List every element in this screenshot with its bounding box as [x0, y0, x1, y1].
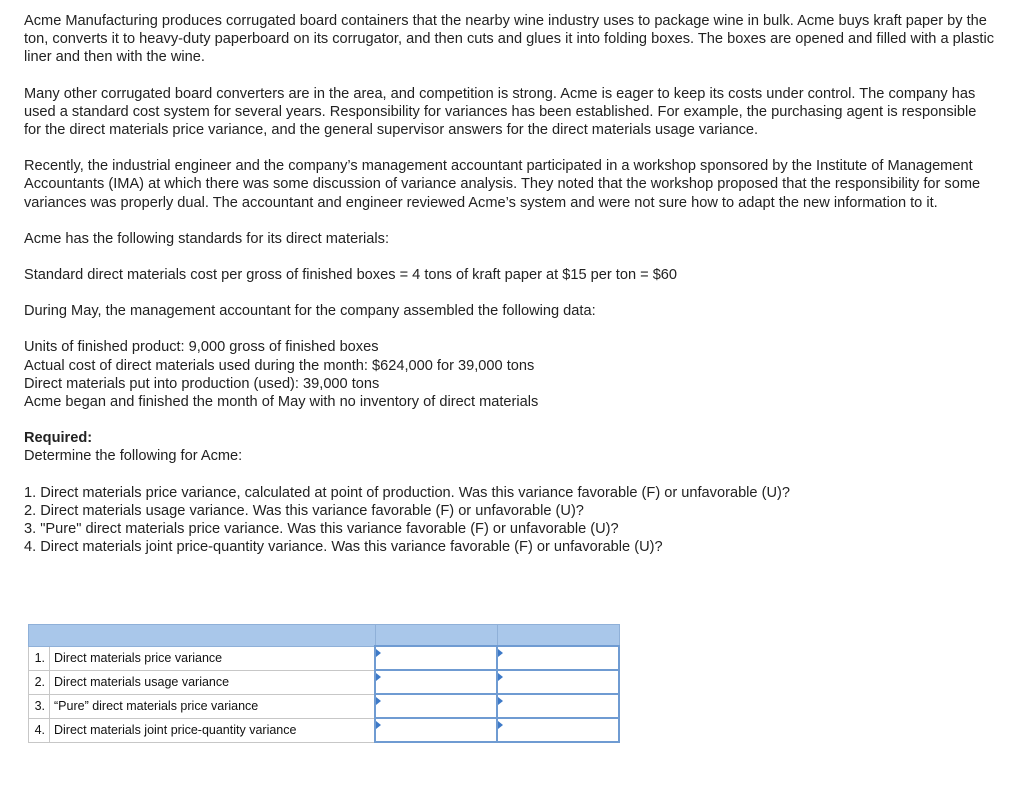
row-number: 2. — [29, 670, 50, 694]
paragraph-intro: Acme Manufacturing produces corrugated board containers that the nearby wine industry uses to package wine in bulk. Acme buys kraft paper by the ton, converts it to heavy-duty paperboard on its corrugator, and then cuts and glues it into folding boxes. The boxes are opened and filled with a plastic liner and then with the wine. — [24, 13, 995, 66]
fu-select-cell[interactable] — [497, 670, 619, 694]
dropdown-marker-icon — [376, 721, 381, 729]
amount-input-cell[interactable] — [375, 718, 497, 742]
row-number: 3. — [29, 694, 50, 718]
paragraph-competition: Many other corrugated board converters are in the area, and competition is strong. Acme is eager to keep its costs under control. The company has used a standard cost system for several years. Responsibility for variances has been established. For example, the purchasing agent is responsible for the direct materials price variance, and the general supervisor answers for the direct materials usage variance. — [24, 85, 977, 139]
answer-table-header — [29, 625, 620, 647]
dropdown-marker-icon — [376, 697, 381, 705]
required-heading: Required: — [24, 430, 93, 447]
paragraph-standard-cost: Standard direct materials cost per gross of finished boxes = 4 tons of kraft paper at $15 per ton = $60 — [24, 267, 678, 284]
required-item: 1. Direct materials price variance, calculated at point of production. Was this variance favorable (F) or unfavorable (U)? — [24, 484, 790, 501]
required-item: 4. Direct materials joint price-quantity variance. Was this variance favorable (F) or unfavorable (U)? — [24, 539, 663, 556]
table-row — [29, 718, 620, 742]
required-item: 3. "Pure" direct materials price variance. Was this variance favorable (F) or unfavorable (U)? — [24, 521, 619, 538]
dropdown-marker-icon — [498, 697, 503, 705]
dropdown-marker-icon — [376, 673, 381, 681]
data-line: Direct materials put into production (used): 39,000 tons — [24, 375, 380, 392]
amount-input-cell[interactable] — [375, 670, 497, 694]
table-row — [29, 694, 620, 718]
amount-input-cell[interactable] — [375, 694, 497, 718]
header-cell — [497, 625, 619, 647]
paragraph-data-intro: During May, the management accountant for the company assembled the following data: — [24, 303, 596, 320]
data-line: Units of finished product: 9,000 gross of finished boxes — [24, 339, 379, 356]
row-label: Direct materials joint price-quantity variance — [50, 718, 376, 742]
data-line: Acme began and finished the month of May with no inventory of direct materials — [24, 394, 539, 411]
amount-input[interactable] — [380, 672, 492, 692]
row-label: Direct materials usage variance — [50, 670, 376, 694]
fu-select[interactable] — [502, 720, 614, 740]
fu-select[interactable] — [502, 672, 614, 692]
row-number: 4. — [29, 718, 50, 742]
data-list — [24, 338, 994, 411]
amount-input[interactable] — [380, 720, 492, 740]
row-label: “Pure” direct materials price variance — [50, 694, 376, 718]
paragraph-workshop: Recently, the industrial engineer and the company’s management accountant participated in a workshop sponsored by the Institute of Management Accountants (IMA) at which there was some discussion of variance analysis. They noted that the workshop proposed that the responsibility for some variances was properly dual. The accountant and engineer reviewed Acme’s system and were not sure how to adapt the new information to it. — [24, 158, 981, 211]
table-row — [29, 646, 620, 670]
answer-table — [28, 624, 620, 743]
problem-text — [24, 12, 994, 556]
required-intro: Determine the following for Acme: — [24, 448, 243, 465]
row-number: 1. — [29, 646, 50, 670]
header-cell — [29, 625, 376, 647]
paragraph-standards-intro: Acme has the following standards for its direct materials: — [24, 230, 390, 247]
fu-select-cell[interactable] — [497, 694, 619, 718]
required-item: 2. Direct materials usage variance. Was this variance favorable (F) or unfavorable (U)? — [24, 502, 584, 519]
row-label: Direct materials price variance — [50, 646, 376, 670]
fu-select[interactable] — [502, 648, 614, 668]
amount-input[interactable] — [380, 648, 492, 668]
dropdown-marker-icon — [498, 673, 503, 681]
dropdown-marker-icon — [498, 649, 503, 657]
data-line: Actual cost of direct materials used during the month: $624,000 for 39,000 tons — [24, 357, 535, 374]
fu-select[interactable] — [502, 696, 614, 716]
fu-select-cell[interactable] — [497, 646, 619, 670]
table-row — [29, 670, 620, 694]
dropdown-marker-icon — [376, 649, 381, 657]
fu-select-cell[interactable] — [497, 718, 619, 742]
amount-input-cell[interactable] — [375, 646, 497, 670]
header-cell — [375, 625, 497, 647]
amount-input[interactable] — [380, 696, 492, 716]
required-list — [24, 484, 994, 557]
dropdown-marker-icon — [498, 721, 503, 729]
